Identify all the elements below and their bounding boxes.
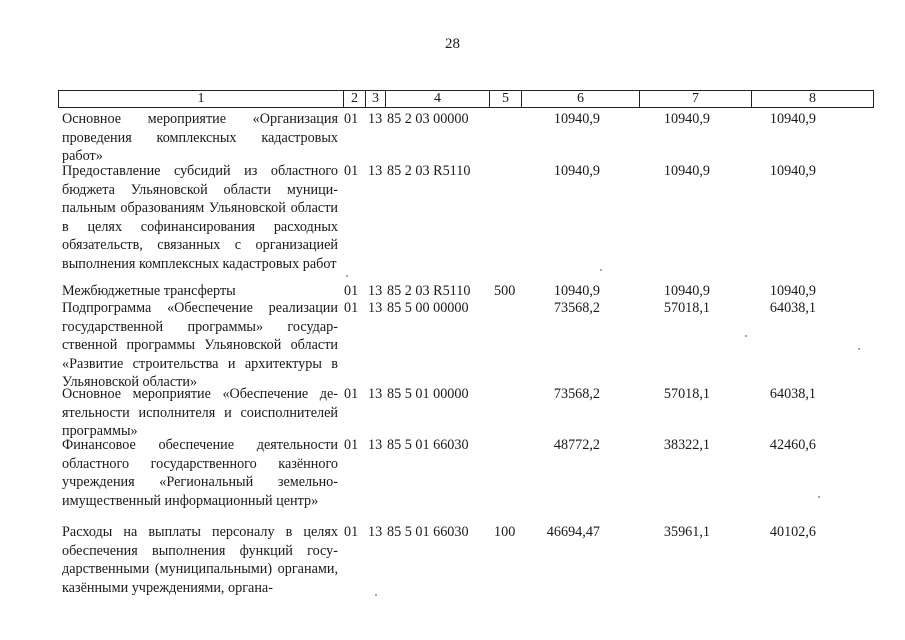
row-target-article: 85 2 03 R5110 [387, 283, 471, 299]
row-value-col7: 10940,9 [663, 283, 710, 299]
row-value-col6: 73568,2 [553, 386, 600, 402]
header-col-1: 1 [197, 91, 205, 106]
row-name: Основное мероприятие «Организация проведения комплексных кадастровых работ» [62, 111, 338, 165]
scan-speck [346, 275, 348, 277]
row-target-article: 85 5 01 00000 [387, 386, 469, 402]
row-subsection: 13 [368, 437, 383, 453]
row-value-col7: 57018,1 [663, 300, 710, 316]
row-value-col8: 10940,9 [769, 283, 816, 299]
header-col-6: 6 [521, 91, 639, 107]
row-value-col8: 40102,6 [769, 524, 816, 540]
header-col-2: 2 [343, 91, 365, 107]
row-subsection: 13 [368, 300, 383, 316]
row-name: Расходы на выплаты персоналу в целях обеспечения выполнения функций государственными (муниципальными) органами, казёнными учреждениями, органа- [62, 524, 338, 596]
row-value-col6: 10940,9 [553, 283, 600, 299]
row-value-col7: 10940,9 [663, 163, 710, 179]
row-target-article: 85 2 03 R5110 [387, 163, 471, 179]
row-value-col8: 64038,1 [769, 300, 816, 316]
scan-speck [745, 335, 747, 337]
header-col-7: 7 [639, 91, 751, 107]
row-value-col7: 10940,9 [663, 111, 710, 127]
row-value-col6: 73568,2 [553, 300, 600, 316]
page-number: 28 [445, 36, 460, 52]
row-section: 01 [344, 111, 359, 127]
row-name: Межбюджетные трансферты [62, 283, 236, 299]
row-section: 01 [344, 283, 359, 299]
table-header [58, 90, 874, 108]
row-section: 01 [344, 386, 359, 402]
row-value-col8: 10940,9 [769, 111, 816, 127]
row-value-col6: 48772,2 [553, 437, 600, 453]
row-section: 01 [344, 163, 359, 179]
header-col-3: 3 [365, 91, 385, 107]
row-value-col6: 10940,9 [553, 111, 600, 127]
row-subsection: 13 [368, 386, 383, 402]
row-value-col7: 38322,1 [663, 437, 710, 453]
row-section: 01 [344, 524, 359, 540]
row-target-article: 85 5 00 00000 [387, 300, 469, 316]
header-col-4: 4 [385, 91, 489, 107]
row-subsection: 13 [368, 283, 383, 299]
row-name: Подпрограмма «Обеспечение реализации государственной программы» государственной программы Ульяновской области «Развитие строительства и архитектуры в Ульяновской области» [62, 300, 338, 391]
header-col-5: 5 [489, 91, 521, 107]
row-section: 01 [344, 300, 359, 316]
scan-speck [818, 496, 820, 498]
row-target-article: 85 2 03 00000 [387, 111, 469, 127]
row-target-article: 85 5 01 66030 [387, 437, 469, 453]
row-value-col7: 35961,1 [663, 524, 710, 540]
header-col-8: 8 [751, 91, 873, 107]
row-subsection: 13 [368, 111, 383, 127]
row-value-col8: 64038,1 [769, 386, 816, 402]
row-value-col8: 10940,9 [769, 163, 816, 179]
row-subsection: 13 [368, 163, 383, 179]
row-name: Финансовое обеспечение деятельности областного государственного казённого учреждения «Региональный земельноимущественный информационный центр» [62, 437, 338, 509]
scan-speck [600, 269, 602, 271]
row-target-article: 85 5 01 66030 [387, 524, 469, 540]
scan-speck [858, 348, 860, 350]
row-expense-type: 100 [494, 524, 516, 540]
row-name: Основное мероприятие «Обеспечение деятельности исполнителя и соисполнителей программы» [62, 386, 338, 440]
row-value-col7: 57018,1 [663, 386, 710, 402]
row-name: Предоставление субсидий из областного бюджета Ульяновской области муниципальным образованиям Ульяновской области в целях софинансирования расходных обязательств, связанных с организацией выполнения комплексных кадастровых работ [62, 163, 338, 272]
scan-speck [375, 594, 377, 596]
row-subsection: 13 [368, 524, 383, 540]
row-value-col8: 42460,6 [769, 437, 816, 453]
row-value-col6: 46694,47 [546, 524, 600, 540]
row-section: 01 [344, 437, 359, 453]
row-expense-type: 500 [494, 283, 516, 299]
row-value-col6: 10940,9 [553, 163, 600, 179]
